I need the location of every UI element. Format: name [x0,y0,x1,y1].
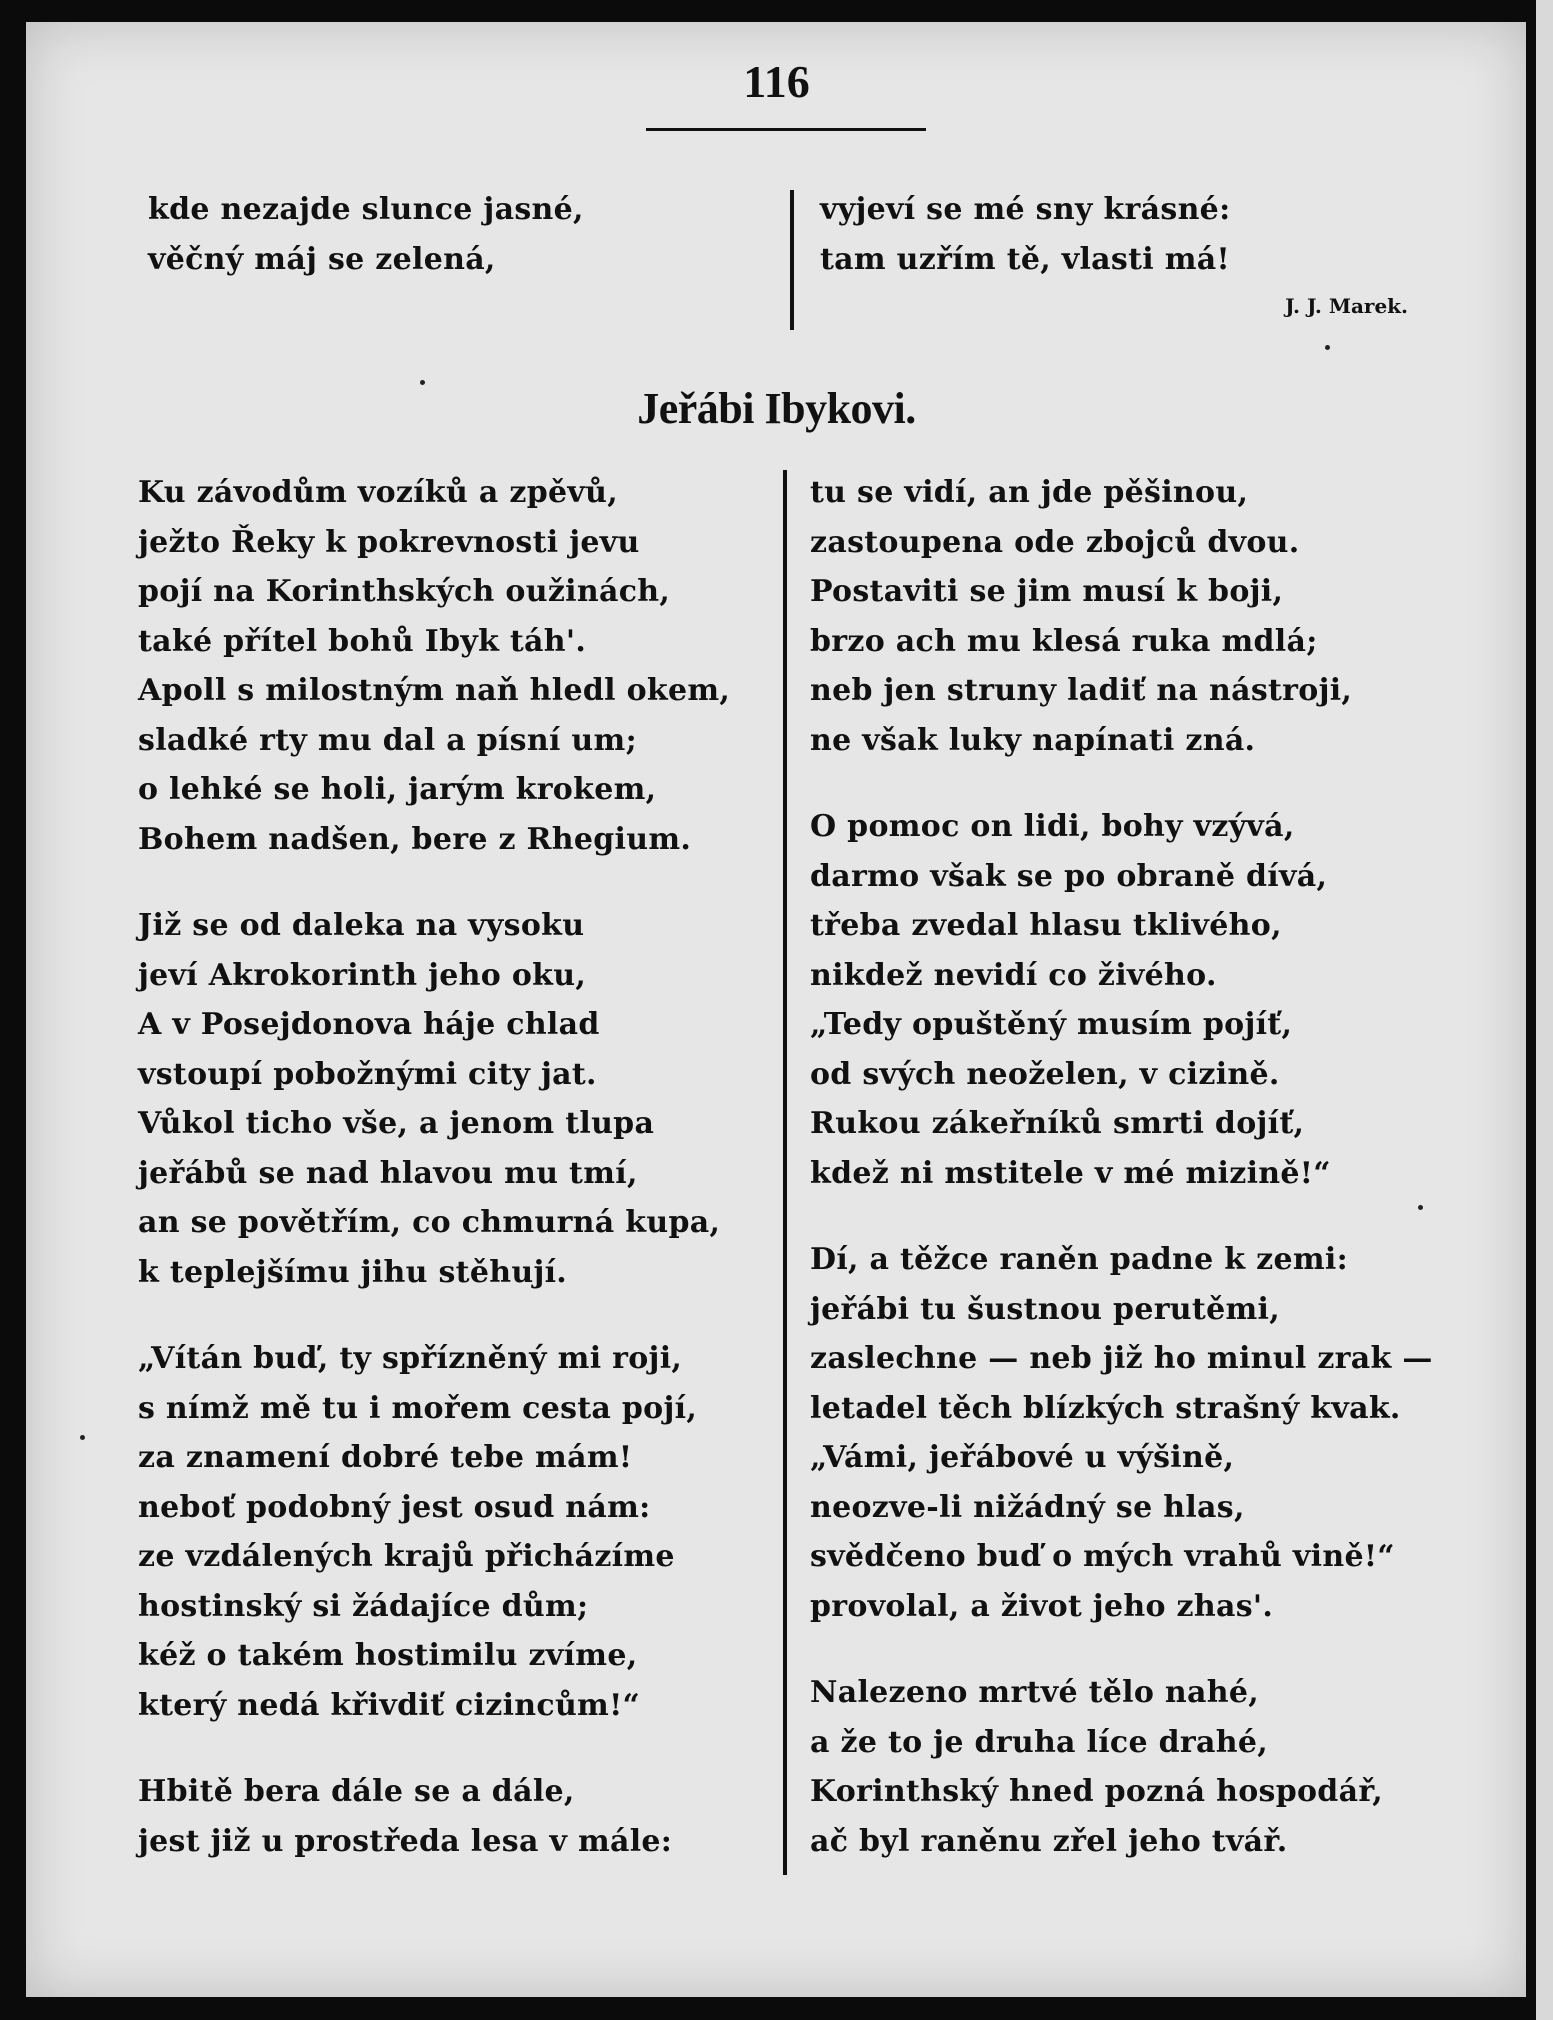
stanza [810,468,1433,765]
poem-line: letadel těch blízkých strašný kvak. [810,1390,1401,1426]
poem-line: kéž o takém hostimilu zvíme, [138,1638,638,1673]
poem-line: nikdež nevidí co živého. [810,957,1217,993]
page-number-rule [646,128,926,131]
poem-line: který nedá křivdiť cizincům!“ [138,1687,641,1723]
poem-line: tu se vidí, an jde pěšinou, [810,475,1249,510]
poem-line: za znamení dobré tebe mám! [138,1440,633,1475]
poem-left-column [138,468,730,1866]
poem-line: A v Posejdonova háje chlad [138,1007,600,1042]
poem-line: neb jen struny ladiť na nástroji, [810,673,1353,708]
stanza [138,1767,730,1866]
poem-line: vstoupí pobožnými city jat. [138,1056,597,1092]
poem-line: Nalezeno mrtvé tělo nahé, [810,1675,1259,1710]
poem-line: Postaviti se jim musí k boji, [810,574,1284,609]
stanza [810,802,1433,1198]
poem-line: ze vzdálených krajů přicházíme [138,1539,675,1574]
poem-line: k teplejšímu jihu stěhují. [138,1254,568,1290]
poem-line: jest již u prostředa lesa v mále: [138,1823,673,1859]
poem-line: hostinský si žádajíce dům; [138,1588,589,1624]
poem-line: Apoll s milostným naň hledl okem, [138,673,731,708]
poem-line: sladké rty mu dal a písní um; [138,722,637,758]
previous-poem-left-column [148,185,584,284]
poem-line: ježto Řeky k pokrevnosti jevu [138,524,640,560]
ink-speck [420,380,425,385]
poem-line: Rukou zákeřníků smrti dojíť, [810,1106,1305,1141]
ink-speck [1418,1205,1423,1210]
poem-line: neozve-li nižádný se hlas, [810,1489,1245,1525]
stanza [810,1668,1433,1866]
poem-line: zastoupena ode zbojců dvou. [810,524,1300,560]
poem-line: také přítel bohů Ibyk táh'. [138,623,587,659]
poem-line: an se povětřím, co chmurná kupa, [138,1205,721,1240]
poem-line: neboť podobný jest osud nám: [138,1489,651,1525]
poem-title: Jeřábi Ibykovi. [637,384,916,433]
stanza [138,468,730,864]
poem-line: jeví Akrokorinth jeho oku, [138,957,587,993]
poem-line: Hbitě bera dále se a dále, [138,1774,575,1809]
stanza [138,901,730,1297]
poem-line: „Vámi, jeřábové u výšině, [810,1440,1235,1475]
column-divider [790,190,794,330]
poem-line: vyjeví se mé sny krásné: [820,192,1231,227]
poem-line: věčný máj se zelená, [148,241,496,277]
ink-speck [1325,345,1330,350]
poem-line: Ku závodům vozíků a zpěvů, [138,475,618,510]
poem-line: „Vítán buď, ty spřízněný mi roji, [138,1341,683,1376]
poem-line: kdež ni mstitele v mé mizině!“ [810,1155,1331,1191]
poem-line: Korinthský hned pozná hospodář, [810,1774,1383,1809]
poem-right-column [810,468,1433,1866]
poem-line: s nímž mě tu i mořem cesta pojí, [138,1390,698,1426]
poem-line: tam uzřím tě, vlasti má! [820,241,1230,277]
poem-line: jeřábů se nad hlavou mu tmí, [138,1155,638,1191]
next-page-edge [1536,0,1553,2020]
poem-line: svědčeno buď o mých vrahů vině!“ [810,1539,1395,1574]
stanza [138,1334,730,1730]
poem-line: Dí, a těžce raněn padne k zemi: [810,1242,1348,1277]
poem-line: ne však luky napínati zná. [810,722,1256,758]
poem-line: třeba zvedal hlasu tklivého, [810,908,1282,943]
poem-line: pojí na Korinthských oužinách, [138,574,671,609]
page-number: 116 [743,56,810,107]
poem-line: zaslechne — neb již ho minul zrak — [810,1341,1433,1376]
stanza [810,1235,1433,1631]
poem-line: jeřábi tu šustnou perutěmi, [810,1291,1280,1327]
author-signature: J. J. Marek. [1285,294,1408,318]
column-divider [783,470,787,1875]
poem-line: a že to je druha líce drahé, [810,1724,1268,1760]
poem-line: Vůkol ticho vše, a jenom tlupa [138,1106,655,1141]
previous-poem-right-column [820,185,1230,284]
poem-line: Již se od daleka na vysoku [138,908,585,943]
poem-line: kde nezajde slunce jasné, [148,192,584,227]
poem-line: O pomoc on lidi, bohy vzývá, [810,809,1295,844]
poem-line: o lehké se holi, jarým krokem, [138,772,657,807]
poem-line: brzo ach mu klesá ruka mdlá; [810,623,1318,659]
poem-line: darmo však se po obraně dívá, [810,858,1328,894]
poem-line: provolal, a život jeho zhas'. [810,1588,1274,1624]
poem-line: „Tedy opuštěný musím pojíť, [810,1007,1293,1042]
ink-speck [80,1435,85,1440]
poem-line: od svých neoželen, v cizině. [810,1056,1280,1092]
poem-line: ač byl raněnu zřel jeho tvář. [810,1823,1288,1859]
poem-line: Bohem nadšen, bere z Rhegium. [138,821,692,857]
